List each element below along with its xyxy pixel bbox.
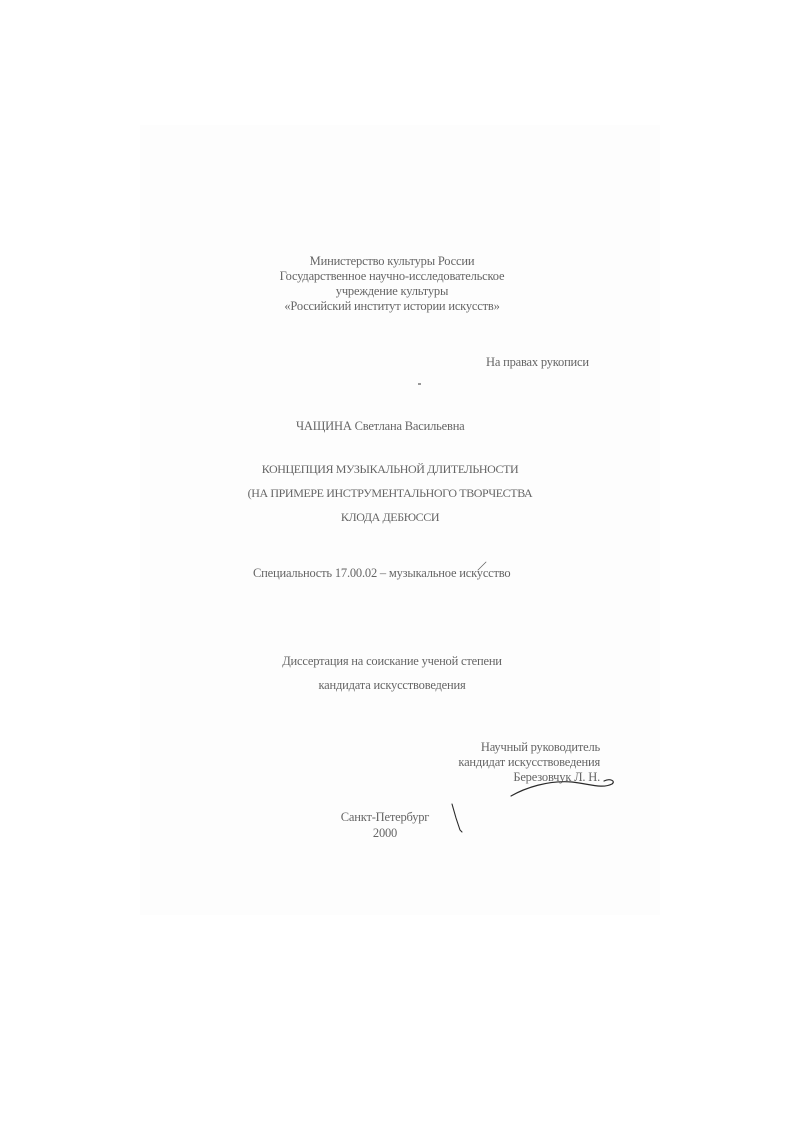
advisor-name: Березовчук Л. Н. — [513, 770, 600, 784]
advisor-role: Научный руководитель — [480, 740, 600, 754]
title-line-3: КЛОДА ДЕБЮССИ — [340, 510, 440, 524]
dissertation-line-2: кандидата искусствоведения — [318, 678, 466, 692]
advisor-degree: кандидат искусствоведения — [458, 755, 600, 769]
pen-mark — [452, 804, 462, 832]
author-name: ЧАЩИНА Светлана Васильевна — [296, 419, 465, 433]
dissertation-line-1: Диссертация на соискание ученой степени — [282, 654, 502, 668]
city: Санкт-Петербург — [340, 810, 430, 824]
advisor-signature — [511, 780, 613, 796]
title-line-2: (НА ПРИМЕРЕ ИНСТРУМЕНТАЛЬНОГО ТВОРЧЕСТВА — [247, 486, 533, 500]
title-line-1: КОНЦЕПЦИЯ МУЗЫКАЛЬНОЙ ДЛИТЕЛЬНОСТИ — [261, 462, 519, 476]
year: 2000 — [372, 826, 398, 840]
institution-subtype: учреждение культуры — [335, 284, 449, 298]
institution-name: «Российский институт истории искусств» — [284, 299, 500, 313]
ministry-name: Министерство культуры России — [309, 254, 475, 268]
institution-type: Государственное научно-исследовательское — [279, 269, 505, 283]
spec-pen-tick — [478, 562, 486, 570]
specialty: Специальность 17.00.02 – музыкальное искусство — [253, 566, 511, 580]
rights-note: На правах рукописи — [486, 355, 589, 369]
